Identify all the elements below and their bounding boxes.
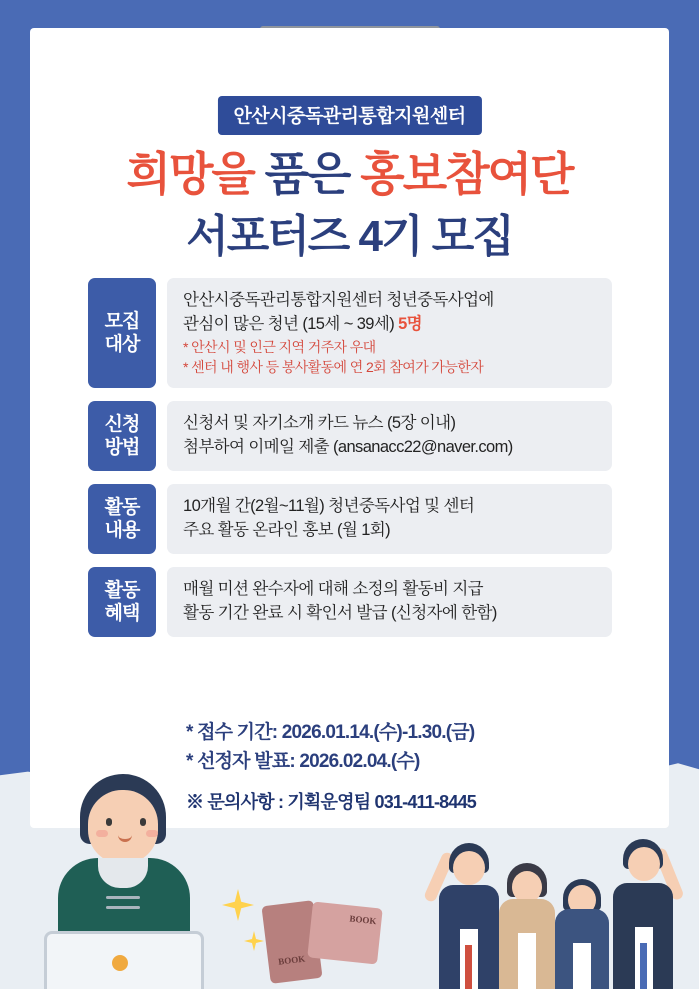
group-person-3 <box>551 869 613 989</box>
row-label-line-1: 신청 <box>104 414 140 436</box>
illustration-people-group <box>431 829 681 989</box>
poster-notes <box>186 718 646 817</box>
title-accent-1: 희망을 <box>126 148 254 200</box>
note-announcement: * 선정자 발표: 2026.02.04.(수) <box>186 751 420 773</box>
book-label: BOOK <box>349 913 377 927</box>
row-label-activity-content <box>88 484 156 554</box>
row-text-highlight: 5명 <box>398 314 423 333</box>
note-contact: ※ 문의사항 : 기획운영팀 031-411-8445 <box>186 791 476 812</box>
row-text: 매월 미션 완수자에 대해 소정의 활동비 지급 <box>183 580 484 599</box>
row-text: 신청서 및 자기소개 카드 뉴스 (5장 이내) <box>183 414 456 433</box>
book-illustration-2 <box>307 901 382 964</box>
poster-title-line-1 <box>0 138 699 204</box>
title-middle: 품은 <box>253 148 361 200</box>
row-body-activity-benefit <box>167 567 612 637</box>
group-person-4 <box>605 837 679 989</box>
row-text: 주요 활동 온라인 홍보 (월 1회) <box>183 521 391 540</box>
person-cheek-left <box>96 830 108 837</box>
person-stripe <box>106 906 140 909</box>
note-apply-period: * 접수 기간: 2026.01.14.(수)-1.30.(금) <box>186 722 475 743</box>
person-shirt <box>573 943 591 989</box>
person-shirt <box>518 933 536 989</box>
person-tie <box>640 943 647 989</box>
row-body-application-method <box>167 401 612 471</box>
person-eye-right <box>140 818 146 826</box>
row-label-activity-benefit <box>88 567 156 637</box>
info-row-activity-content <box>88 484 612 554</box>
info-rows <box>88 278 612 650</box>
row-note: * 안산시 및 인근 지역 거주자 우대 <box>183 338 376 355</box>
row-label-line-1: 활동 <box>104 579 140 601</box>
info-row-activity-benefit <box>88 567 612 637</box>
info-row-recruit-target <box>88 278 612 388</box>
person-face <box>88 790 158 864</box>
row-text: 10개월 간(2월~11월) 청년중독사업 및 센터 <box>183 497 475 516</box>
poster-title-line-2: 서포터즈 4기 모집 <box>186 212 513 261</box>
row-label-line-2: 방법 <box>104 437 140 459</box>
laptop-screen-dot <box>112 955 128 971</box>
row-label-line-1: 모집 <box>104 311 140 333</box>
group-person-2 <box>493 857 559 989</box>
row-note: * 센터 내 행사 등 봉사활동에 연 2회 참여가 가능한자 <box>183 359 484 376</box>
row-text: 안산시중독관리통합지원센터 청년중독사업에 <box>183 291 494 309</box>
row-body-recruit-target <box>167 278 612 388</box>
row-label-line-2: 혜택 <box>104 603 140 625</box>
info-row-application-method <box>88 401 612 471</box>
person-stripe <box>106 896 140 899</box>
row-text: 첨부하여 이메일 제출 (ansanacc22@naver.com) <box>183 438 513 457</box>
person-tie <box>465 945 472 989</box>
row-label-line-2: 대상 <box>104 334 140 356</box>
organization-badge: 안산시중독관리통합지원센터 <box>217 96 481 135</box>
row-text <box>183 313 598 337</box>
person-head <box>628 847 660 881</box>
row-label-recruit-target <box>88 278 156 388</box>
book-label: BOOK <box>277 953 306 967</box>
row-text-part: 관심이 많은 청년 (15세 ~ 39세) <box>183 314 395 333</box>
person-eye-left <box>106 818 112 826</box>
row-body-activity-content <box>167 484 612 554</box>
person-head <box>453 851 485 885</box>
row-label-line-1: 활동 <box>104 497 140 519</box>
title-accent-2: 홍보참여단 <box>360 148 573 200</box>
row-text: 활동 기간 완료 시 확인서 발급 (신청자에 한함) <box>183 604 497 623</box>
person-cheek-right <box>146 830 158 837</box>
row-label-application-method <box>88 401 156 471</box>
illustration-person-laptop <box>36 774 226 989</box>
row-label-line-2: 내용 <box>104 520 140 542</box>
